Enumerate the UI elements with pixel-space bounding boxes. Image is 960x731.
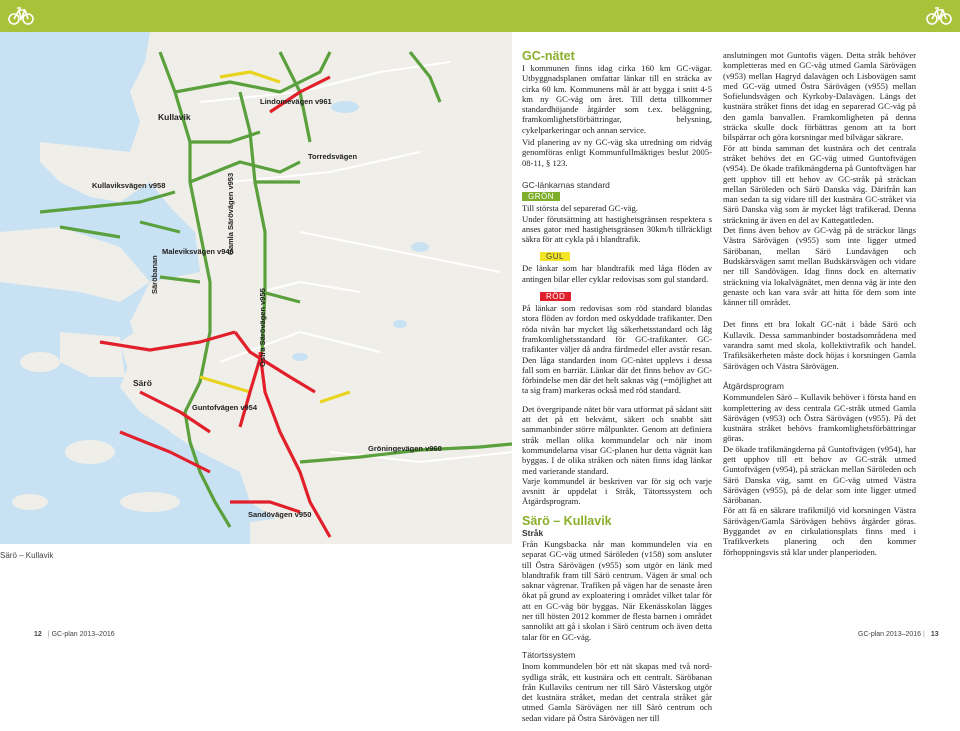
section-heading: GC-nätet [522, 49, 575, 63]
map-label: Guntofvägen v954 [192, 403, 258, 412]
paragraph: Kommundelen Särö – Kullavik behöver i första hand en komplettering av dess centrala GC-stråk utmed Gamla Särövägen (v953) och Östra Särövägen (v955). På det kustnära stråket behövs framkomlighetsförbättringar göras. [723, 392, 916, 444]
map-label: Gröningevägen v960 [368, 444, 442, 453]
paragraph: Det övergripande nätet bör vara utformat på sådant sätt att det på ett bekvämt, säkert och snabbt sätt sammanbinder större målpunkter. Genom att definiera stråk mellan olika kommundelar och när inom kommundelarna visar GC-planen hur detta vägnät kan byggas. I de olika stråken och näten finns idag länkar med varierande standard. [522, 403, 712, 476]
map-label: Torredsvägen [308, 152, 358, 161]
paragraph: De länkar som har blandtrafik med låga flöden av antingen bilar eller cyklar redovisas som gul standard. [522, 263, 712, 284]
map-label: Kullavik [158, 112, 191, 122]
paragraph: De ökade trafikmängderna på Guntoftvägen (v954), har gett upphov till ett behov av GC-stråk utmed Guntoftvägen (v954), på sträckan mellan Säröleden och Särö Danska väg, samt en GC-väg utmed Västra Särövägen (v955), på de delar som inte ligger utmed Säröbanan. [723, 443, 916, 506]
area-heading: Särö – Kullavik [522, 513, 612, 528]
paragraph: För att få en säkrare trafikmiljö vid korsningen Västra Särövägen/Gamla Särövägen behövs åtgärder göras. Byggandet av en cirkulationsplats finns med i Trafikverkets planering och den kommer förhoppningsvis stå klar under planperioden. [723, 505, 916, 557]
route-map [0, 32, 512, 544]
footer-text: GC-plan 2013–2016 [858, 631, 922, 638]
paragraph: För att binda samman det kustnära och det centrala stråket behövs det en GC-väg utmed Guntoftvägen (v954). De ökade trafikmängderna på Guntoftvägen har gett upphov till ett behov av GC-stråk på sträckan mellan Säröleden och Särö Danska väg. Därifrån kan man sedan ta sig vidare till det kustnära GC-stråket via Särö Danska väg som är mycket lågt trafikerad. Denna sträckning är även en del av Kattegattleden. [723, 142, 916, 225]
paragraph: Vid planering av ny GC-väg ska utredning om ridväg genomföras enligt Kommunfullmäktiges beslut 2005-08-11, § 123. [522, 137, 712, 168]
top-banner [0, 0, 960, 32]
map-label: Lindomevägen v961 [260, 97, 332, 106]
map-label: Maleviksvägen v946 [162, 247, 234, 256]
paragraph: Varje kommundel är beskriven var för sig och varje avsnitt är uppdelat i Stråk, Tätortssystem och Åtgärdsprogram. [522, 475, 712, 507]
paragraph: Under förutsättning att hastighetsgränsen respektera s anses gator med hastighetsgränsen 30km/h tillräckligt säkra för att cykla på i blandtrafik. [522, 213, 712, 245]
paragraph: Till största del separerad GC-väg. [522, 203, 638, 214]
map-caption: Särö – Kullavik [0, 551, 54, 560]
text-column-2 [723, 50, 916, 565]
paragraph: Det finns även behov av GC-väg på de sträckor längs Västra Särövägen (v955) som inte ligger utmed Säröbanan, mellan Särö Lundavägen och Budskärsvägen samt mellan Budskärsvägen och vidare ner till Sandövägen. Idag finns dock en alternativ sträckning via lokalvägnätet, men denna väg är inte den genaste och kan vara svår att hitta för dem som inte känner till området. [723, 225, 916, 308]
standard-badge-yellow: GUL [540, 252, 570, 261]
footer-left: 12 | GC-plan 2013–2016 [34, 631, 115, 638]
text-column-1 [522, 50, 712, 731]
map-label: Sandövägen v950 [248, 510, 312, 519]
map-label: Särö [133, 378, 152, 388]
page-number: 13 [930, 631, 939, 638]
standard-badge-red: RÖD [540, 292, 571, 301]
bicycle-icon [926, 4, 952, 26]
paragraph: Det finns ett bra lokalt GC-nät i både Särö och Kullavik. Dessa sammanbinder bostadsområdena med varandra samt med skola, kollektivtrafik och handel. Trafiksäkerheten måste dock höjas i korsningen Gamla Särövägen och Västra Särövägen. [723, 319, 916, 371]
subheading: Åtgärdsprogram [723, 380, 784, 391]
map-label: Östra Särövägen v955 [258, 288, 267, 367]
footer-right: GC-plan 2013–2016 | 13 [858, 631, 939, 638]
subheading: Stråk [522, 527, 544, 538]
map-label: Gamla Särövägen v953 [226, 172, 235, 255]
page-number: 12 [34, 631, 42, 638]
map-graphic [0, 32, 512, 544]
bicycle-icon [8, 4, 34, 26]
paragraph: I kommunen finns idag cirka 160 km GC-vägar. Utbyggnadsplanen omfattar länkar till en sträcka av cirka 60 km. Kommunens mål är att bygga i snitt 4-5 km ny GC-väg om året. Till detta tillkommer standardhöjande åtgärder som t.ex. beläggning, framkomlighetsförbättringar, belysning, cykelparkeringar och annan service. [522, 63, 712, 135]
map-label: Säröbanan [150, 255, 159, 294]
paragraph: Från Kungsbacka når man kommundelen via en separat GC-väg utmed Säröleden (v158) som ansluter till Östra Särövägen (v955) som utgör en länk med blandtrafik fram till Särö centrum. Vägen är smal och saknar vägrenar. Trafiken på vägen har de senaste åren ökat på grund av exploatering i området vilket talar för att en GC-väg bör byggas. När Ekenässkolan lägges ner till hösten 2012 kommer de flesta barnen i området sannolikt att gå i skolan i Särö centrum och även detta talar för en GC-väg. [522, 538, 712, 642]
paragraph: Inom kommundelen bör ett nät skapas med två nord-sydliga stråk, ett kustnära och ett centralt. Säröbanan från Kullaviks centrum ner till Särö Västerskog utgör det kustnära stråket, medan det centrala stråket går utmed Gamla Särövägen ner till Särö centrum och sedan vidare på Östra Särövägen ner till [522, 661, 712, 723]
standard-badge-green: GRÖN [522, 192, 560, 201]
subheading: Tätortssystem [522, 649, 576, 660]
footer-text: GC-plan 2013–2016 [51, 631, 115, 638]
paragraph: anslutningen mot Guntofts vägen. Detta stråk behöver kompletteras med en GC-väg utmed Gamla Särövägen (v953) mellan Hagryd dalavägen och Lisbovägen samt med GC-väg utmed Östra Särövägen (v955) mellan Sofielundsvägen och Kyrkoby-Dalavägen. Längs det kustnära stråket finns det idag en separerad GC-väg på den gamla banvallen. Framkomligheten på denna sträcka skulle dock förbättras genom att ta bort bilspärrar och göra korsningar med bilvägar säkrare. [723, 50, 916, 143]
subheading: GC-länkarnas standard [522, 179, 610, 190]
map-label: Kullaviksvägen v958 [92, 181, 166, 190]
paragraph: På länkar som redovisas som röd standard blandas stora flöden av fordon med oskyddade trafikanter. Den röda nivån har mycket låg säkerhetsstandard och låg framkomlighetsstandard för GC-trafikanter. GC-trafikanter väljer då andra färdmedel eller avstår resan. Den låga standarden inom GC-nätet upplevs i dessa fall som en barriär. Länkar där det finns behov av GC-förbindelse men där det helt saknas väg (=möjlighet att ta sig fram) markeras också med röd standard. [522, 303, 712, 396]
